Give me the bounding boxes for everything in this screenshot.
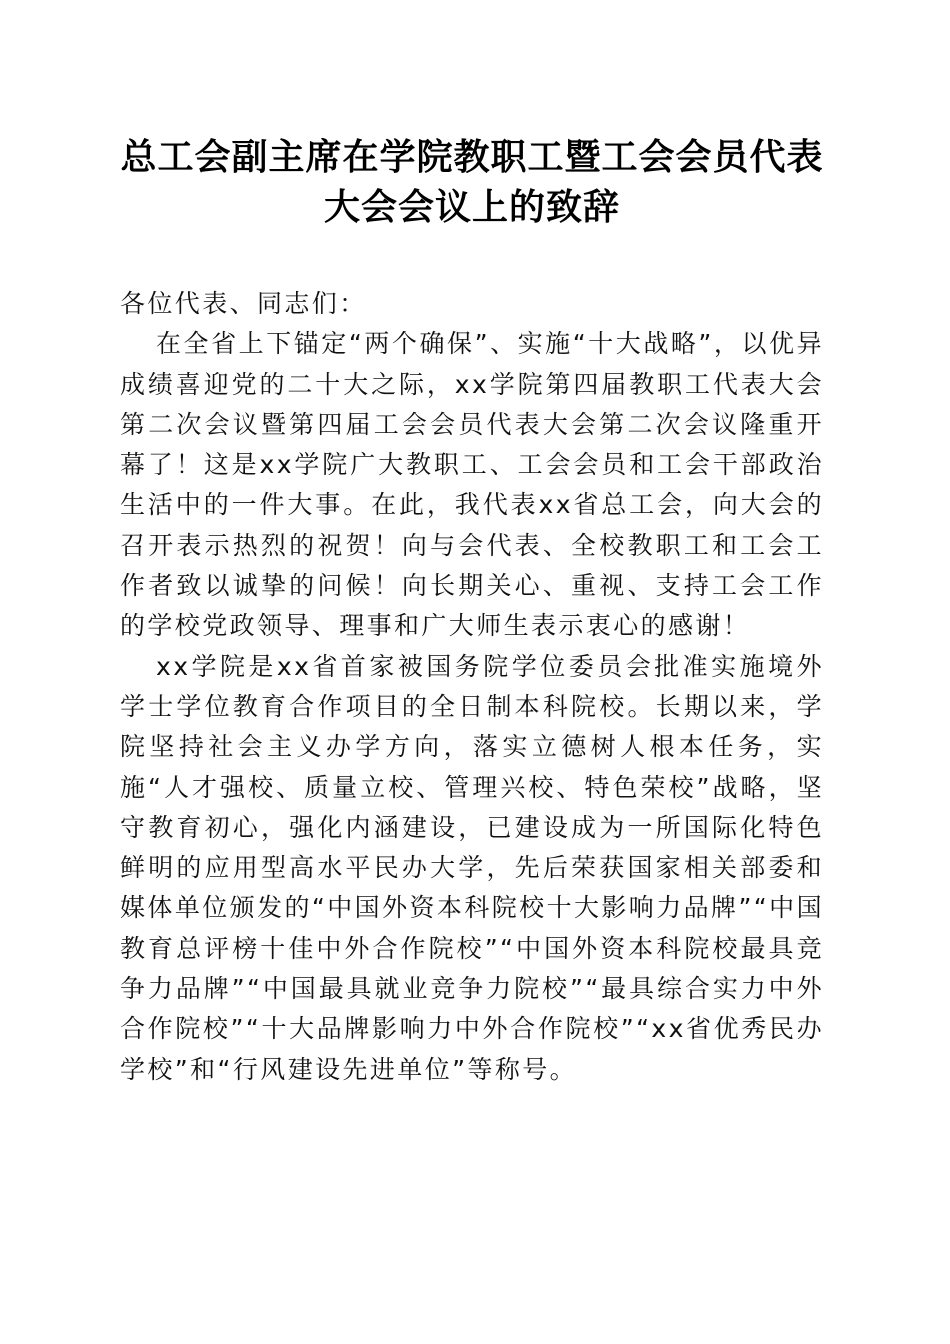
paragraph-2: xx学院是xx省首家被国务院学位委员会批准实施境外学士学位教育合作项目的全日制本科院校。长期以来，学院坚持社会主义办学方向，落实立德树人根本任务，实施“人才强校、质量立校、管理兴校、特色荣校”战略，坚守教育初心，强化内涵建设，已建设成为一所国际化特色鲜明的应用型高水平民办大学，先后荣获国家相关部委和媒体单位颁发的“中国外资本科院校十大影响力品牌”“中国教育总评榜十佳中外合作院校”“中国外资本科院校最具竞争力品牌”“中国最具就业竞争力院校”“最具综合实力中外合作院校”“十大品牌影响力中外合作院校”“xx省优秀民办学校”和“行风建设先进单位”等称号。 [120,651,824,1084]
document-page [120,132,824,1090]
paragraph-1: 在全省上下锚定“两个确保”、实施“十大战略”，以优异成绩喜迎党的二十大之际，xx学院第四届教职工代表大会第二次会议暨第四届工会会员代表大会第二次会议隆重开幕了！这是xx学院广大教职工、工会会员和工会干部政治生活中的一件大事。在此，我代表xx省总工会，向大会的召开表示热烈的祝贺！向与会代表、全校教职工和工会工作者致以诚挚的问候！向长期关心、重视、支持工会工作的学校党政领导、理事和广大师生表示衷心的感谢！ [120,329,824,641]
document-body [120,284,824,1090]
document-title: 总工会副主席在学院教职工暨工会会员代表大会会议上的致辞 [120,136,824,228]
salutation: 各位代表、同志们： [120,289,367,318]
